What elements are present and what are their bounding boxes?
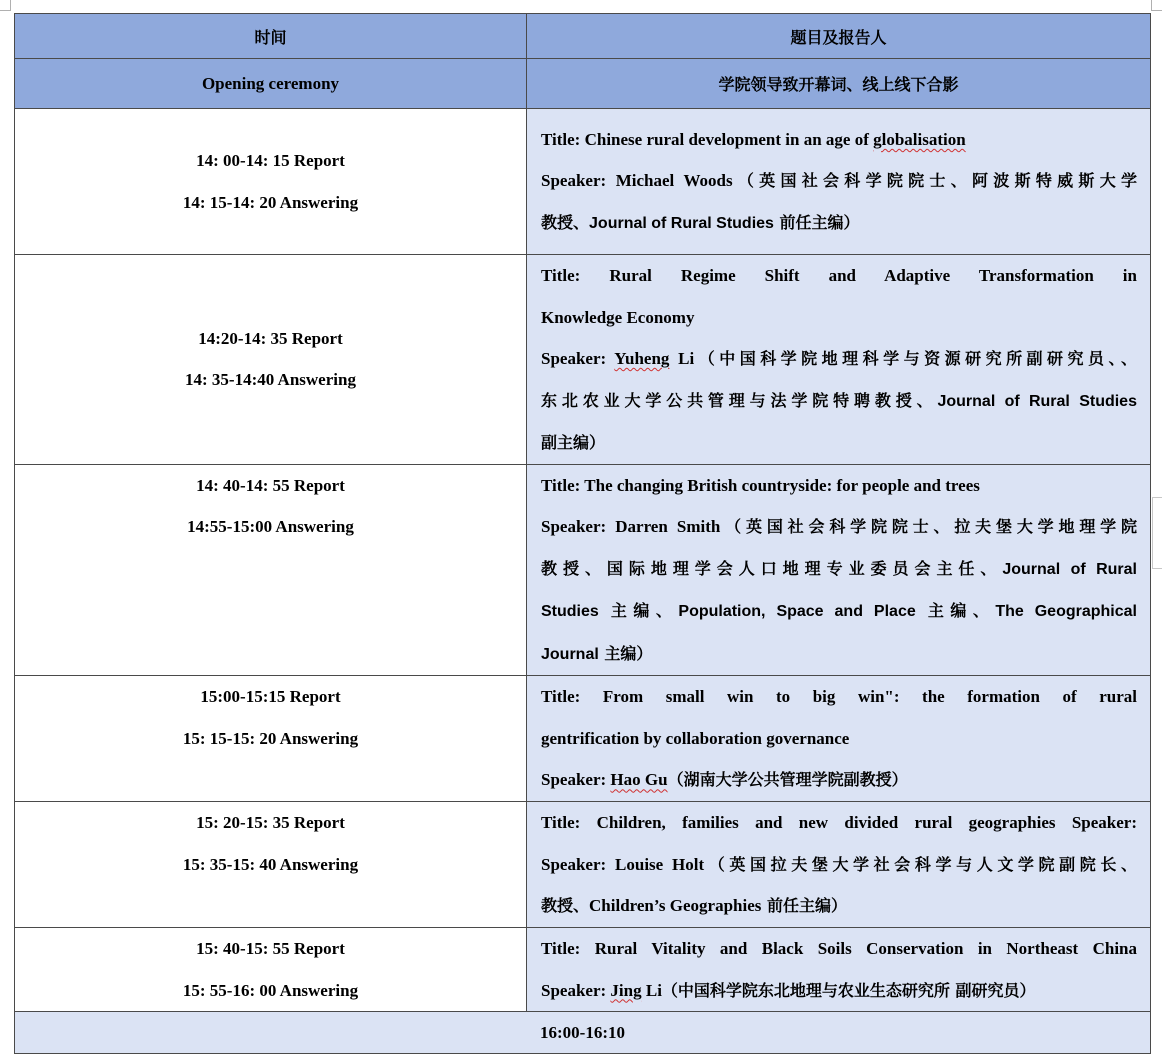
speaker-line: Speaker: Michael Woods（英国社会科学院院士、阿波斯特威斯大学 xyxy=(541,171,1137,191)
report-time: 14: 40-14: 55 Report xyxy=(196,475,345,495)
answering-time: 14:55-15:00 Answering xyxy=(187,517,354,536)
table-row xyxy=(15,255,1151,465)
answering-time: 15: 15-15: 20 Answering xyxy=(182,728,359,748)
topic-cell xyxy=(527,802,1151,928)
speaker-line-cont: 教授、Journal of Rural Studies 前任主编） xyxy=(541,212,860,232)
time-cell xyxy=(15,255,527,465)
table-row xyxy=(15,464,1151,676)
talk-title: Title: Children, families and new divided rural geographies Speaker: xyxy=(541,813,1137,833)
closing-time: 16:00-16:10 xyxy=(15,1012,1151,1054)
topic-cell xyxy=(527,928,1151,1012)
closing-row xyxy=(15,1012,1151,1054)
table-row xyxy=(15,109,1151,255)
topic-cell xyxy=(527,255,1151,465)
column-header-time: 时间 xyxy=(15,14,527,59)
report-time: 15:00-15:15 Report xyxy=(200,687,341,706)
topic-cell xyxy=(527,464,1151,676)
table-row xyxy=(15,928,1151,1012)
time-cell xyxy=(15,676,527,802)
answering-time: 15: 35-15: 40 Answering xyxy=(182,854,359,874)
speaker-line: Speaker: Jing Li（中国科学院东北地理与农业生态研究所 副研究员） xyxy=(541,980,1036,1000)
speaker-line-end: Journal 主编） xyxy=(541,643,653,663)
report-time: 14:20-14: 35 Report xyxy=(198,328,343,348)
header-row xyxy=(15,14,1151,59)
time-cell xyxy=(15,109,527,255)
report-time: 15: 40-15: 55 Report xyxy=(196,939,345,958)
margin-comment-mark xyxy=(1152,497,1162,569)
page-corner-mark-right xyxy=(1151,0,1162,11)
topic-cell xyxy=(527,676,1151,802)
opening-row xyxy=(15,59,1151,109)
column-header-topic: 题目及报告人 xyxy=(527,14,1151,59)
time-cell xyxy=(15,928,527,1012)
speaker-line: Speaker: Hao Gu（湖南大学公共管理学院副教授） xyxy=(541,770,908,790)
table-row xyxy=(15,676,1151,802)
talk-title-cont: gentrification by collaboration governance xyxy=(541,728,850,748)
talk-title: Title: Rural Regime Shift and Adaptive Transformation in xyxy=(541,266,1137,285)
talk-title: Title: Chinese rural development in an age of globalisation xyxy=(541,129,966,149)
speaker-line: Speaker: Yuheng Li（中国科学院地理科学与资源研究所副研究员、、 xyxy=(541,349,1138,368)
page-corner-mark-left xyxy=(0,0,11,11)
talk-title: Title: From small win to big win": the formation of rural xyxy=(541,687,1137,707)
answering-time: 15: 55-16: 00 Answering xyxy=(182,980,359,1000)
answering-time: 14: 15-14: 20 Answering xyxy=(182,192,359,212)
speaker-line: Speaker: Louise Holt（英国拉夫堡大学社会科学与人文学院副院长、 xyxy=(541,854,1137,874)
schedule-table xyxy=(14,13,1151,1054)
speaker-line-cont: 教授、国际地理学会人口地理专业委员会主任、Journal of Rural xyxy=(541,558,1137,578)
topic-cell xyxy=(527,109,1151,255)
talk-title-cont: Knowledge Economy xyxy=(541,307,695,327)
speaker-line-end: 副主编） xyxy=(541,433,606,452)
table-row xyxy=(15,802,1151,928)
talk-title: Title: The changing British countryside: for people and trees xyxy=(541,475,980,495)
speaker-line-cont2: Studies 主编、Population, Space and Place 主编、The Geographical xyxy=(541,601,1137,620)
talk-title: Title: Rural Vitality and Black Soils Conservation in Northeast China xyxy=(541,939,1137,958)
report-time: 14: 00-14: 15 Report xyxy=(196,151,345,170)
opening-topic: 学院领导致开幕词、线上线下合影 xyxy=(527,59,1151,109)
speaker-line: Speaker: Darren Smith（英国社会科学院院士、拉夫堡大学地理学院 xyxy=(541,517,1137,536)
speaker-line-cont: 教授、Children’s Geographies 前任主编） xyxy=(541,896,847,916)
opening-label: Opening ceremony xyxy=(15,59,527,109)
time-cell xyxy=(15,802,527,928)
answering-time: 14: 35-14:40 Answering xyxy=(185,370,356,390)
time-cell xyxy=(15,464,527,676)
report-time: 15: 20-15: 35 Report xyxy=(196,813,345,832)
speaker-line-cont: 东北农业大学公共管理与法学院特聘教授、Journal of Rural Studies xyxy=(541,390,1137,410)
